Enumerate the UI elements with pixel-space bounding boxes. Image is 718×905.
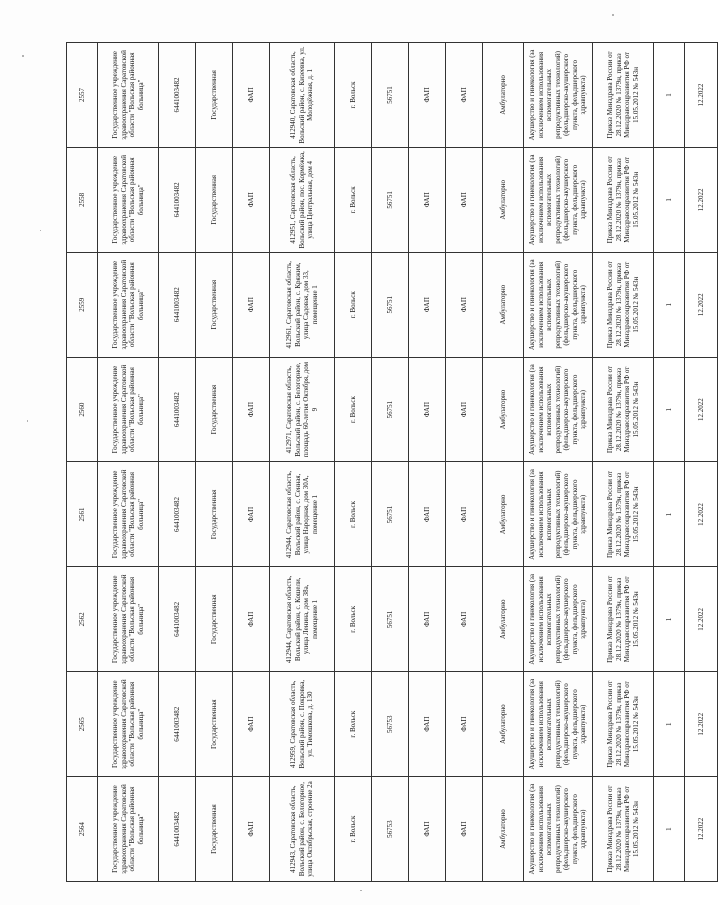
inn-cell: 6441003482 <box>159 777 196 882</box>
type-cell: ФАП <box>446 357 483 462</box>
type-cell: ФАП <box>409 672 446 777</box>
code-cell: 56751 <box>372 43 409 148</box>
service-description-cell: Акушерство и гинекология (за исключением использования вспомогательных репродуктивных технологий) (фельдшерско-акушерского пункта, фельдшерского здравпункта) <box>524 567 593 672</box>
address-cell: 412944, Саратовская область, Вольский район, с. Кошели, улица Ленина, дом 38а, помещение 1 <box>270 567 335 672</box>
organization-cell: Государственное учреждение здравоохранения Саратовской области "Вольская районная больница" <box>98 567 159 672</box>
inn-cell: 6441003482 <box>159 147 196 252</box>
service-description-cell: Акушерство и гинекология (за исключением использования вспомогательных репродуктивных технологий) (фельдшерско-акушерского пункта, фельдшерского здравпункта) <box>524 462 593 567</box>
city-cell: г. Вольск <box>335 147 372 252</box>
ownership-cell: Государственная <box>196 43 233 148</box>
table-row <box>159 43 196 882</box>
count-cell: 1 <box>654 147 685 252</box>
care-mode-cell: Амбулаторно <box>483 252 524 357</box>
care-mode-cell: Амбулаторно <box>483 672 524 777</box>
inn-cell: 6441003482 <box>159 357 196 462</box>
count-cell: 1 <box>654 462 685 567</box>
organization-cell: Государственное учреждение здравоохранения Саратовской области "Вольская районная больница" <box>98 147 159 252</box>
organization-cell: Государственное учреждение здравоохранения Саратовской области "Вольская районная больница" <box>98 777 159 882</box>
code-cell: 56753 <box>372 777 409 882</box>
regulation-cell: Приказ Минздрава России от 28.12.2020 № 1379н, приказ Минздравсоцразвития РФ от 15.05.2012 № 543н <box>593 357 654 462</box>
unit-kind-cell: ФАП <box>233 357 270 462</box>
city-cell: г. Вольск <box>335 462 372 567</box>
date-cell: 12.2022 <box>685 462 718 567</box>
type-cell: ФАП <box>446 567 483 672</box>
count-cell: 1 <box>654 43 685 148</box>
record-id-cell: 2560 <box>67 357 98 462</box>
count-cell: 1 <box>654 357 685 462</box>
table-row <box>335 43 372 882</box>
table-row <box>524 43 593 882</box>
date-cell: 12.2022 <box>685 777 718 882</box>
type-cell: ФАП <box>409 43 446 148</box>
unit-kind-cell: ФАП <box>233 462 270 567</box>
date-cell: 12.2022 <box>685 357 718 462</box>
city-cell: г. Вольск <box>335 777 372 882</box>
type-cell: ФАП <box>446 777 483 882</box>
unit-kind-cell: ФАП <box>233 672 270 777</box>
regulation-cell: Приказ Минздрава России от 28.12.2020 № 1379н, приказ Минздравсоцразвития РФ от 15.05.2012 № 543н <box>593 462 654 567</box>
service-description-cell: Акушерство и гинекология (за исключением использования вспомогательных репродуктивных технологий) (фельдшерско-акушерского пункта, фельдшерского здравпункта) <box>524 357 593 462</box>
address-cell: 412943, Саратовская область, Вольский район, с. Белогорное, улица Октябрьская, строение 2а <box>270 777 335 882</box>
code-cell: 56753 <box>372 672 409 777</box>
record-id-cell: 2565 <box>67 672 98 777</box>
date-cell: 12.2022 <box>685 252 718 357</box>
ownership-cell: Государственная <box>196 147 233 252</box>
type-cell: ФАП <box>446 252 483 357</box>
ownership-cell: Государственная <box>196 357 233 462</box>
address-cell: 412961, Саратовская область, Вольский район, с. Кряжим, улица Садовая, дом 33, помещение 1 <box>270 252 335 357</box>
count-cell: 1 <box>654 567 685 672</box>
service-description-cell: Акушерство и гинекология (за исключением использования вспомогательных репродуктивных технологий) (фельдшерско-акушерского пункта, фельдшерского здравпункта) <box>524 43 593 148</box>
regulation-cell: Приказ Минздрава России от 28.12.2020 № 1379н, приказ Минздравсоцразвития РФ от 15.05.2012 № 543н <box>593 567 654 672</box>
ownership-cell: Государственная <box>196 672 233 777</box>
organization-cell: Государственное учреждение здравоохранения Саратовской области "Вольская районная больница" <box>98 357 159 462</box>
code-cell: 56751 <box>372 252 409 357</box>
care-mode-cell: Амбулаторно <box>483 357 524 462</box>
ownership-cell: Государственная <box>196 462 233 567</box>
code-cell: 56751 <box>372 147 409 252</box>
address-cell: 412951, Саратовская область, Вольский район, пос. Кормёжка, улица Центральная, дом 4 <box>270 147 335 252</box>
code-cell: 56751 <box>372 567 409 672</box>
record-id-cell: 2557 <box>67 43 98 148</box>
city-cell: г. Вольск <box>335 252 372 357</box>
ownership-cell: Государственная <box>196 567 233 672</box>
type-cell: ФАП <box>409 357 446 462</box>
regulation-cell: Приказ Минздрава России от 28.12.2020 № 1379н, приказ Минздравсоцразвития РФ от 15.05.2012 № 543н <box>593 777 654 882</box>
record-id-cell: 2561 <box>67 462 98 567</box>
count-cell: 1 <box>654 252 685 357</box>
inn-cell: 6441003482 <box>159 252 196 357</box>
code-cell: 56751 <box>372 357 409 462</box>
type-cell: ФАП <box>446 43 483 148</box>
table-row <box>372 43 409 882</box>
ownership-cell: Государственная <box>196 252 233 357</box>
type-cell: ФАП <box>409 462 446 567</box>
code-cell: 56751 <box>372 462 409 567</box>
date-cell: 12.2022 <box>685 43 718 148</box>
city-cell: г. Вольск <box>335 672 372 777</box>
regulation-cell: Приказ Минздрава России от 28.12.2020 № 1379н, приказ Минздравсоцразвития РФ от 15.05.2012 № 543н <box>593 43 654 148</box>
city-cell: г. Вольск <box>335 43 372 148</box>
type-cell: ФАП <box>446 147 483 252</box>
organization-cell: Государственное учреждение здравоохранения Саратовской области "Вольская районная больница" <box>98 462 159 567</box>
organization-cell: Государственное учреждение здравоохранения Саратовской области "Вольская районная больница" <box>98 672 159 777</box>
service-description-cell: Акушерство и гинекология (за исключением использования вспомогательных репродуктивных технологий) (фельдшерско-акушерского пункта, фельдшерского здравпункта) <box>524 777 593 882</box>
table-row <box>98 43 159 882</box>
type-cell: ФАП <box>409 252 446 357</box>
unit-kind-cell: ФАП <box>233 252 270 357</box>
care-mode-cell: Амбулаторно <box>483 147 524 252</box>
inn-cell: 6441003482 <box>159 672 196 777</box>
record-id-cell: 2564 <box>67 777 98 882</box>
scan-speck <box>22 55 24 57</box>
service-description-cell: Акушерство и гинекология (за исключением использования вспомогательных репродуктивных технологий) (фельдшерско-акушерского пункта, фельдшерского здравпункта) <box>524 147 593 252</box>
date-cell: 12.2022 <box>685 567 718 672</box>
unit-kind-cell: ФАП <box>233 43 270 148</box>
table-row <box>409 43 446 882</box>
table-row <box>654 43 685 882</box>
scan-speck <box>360 890 362 891</box>
service-description-cell: Акушерство и гинекология (за исключением использования вспомогательных репродуктивных технологий) (фельдшерско-акушерского пункта, фельдшерского здравпункта) <box>524 252 593 357</box>
table-row <box>233 43 270 882</box>
type-cell: ФАП <box>409 777 446 882</box>
table-row <box>685 43 718 882</box>
scan-speck <box>27 420 28 422</box>
count-cell: 1 <box>654 777 685 882</box>
inn-cell: 6441003482 <box>159 462 196 567</box>
address-cell: 412971, Саратовская область, Вольский район, с. Белогорное, площадь 60-летия Октября, дом 9 <box>270 357 335 462</box>
inn-cell: 6441003482 <box>159 567 196 672</box>
care-mode-cell: Амбулаторно <box>483 567 524 672</box>
table-row <box>483 43 524 882</box>
address-cell: 412959, Саратовская область, Вольский район, с. Покровка, ул. Тимошкова, д. 130 <box>270 672 335 777</box>
record-id-cell: 2559 <box>67 252 98 357</box>
record-id-cell: 2562 <box>67 567 98 672</box>
type-cell: ФАП <box>409 567 446 672</box>
organization-cell: Государственное учреждение здравоохранения Саратовской области "Вольская районная больница" <box>98 43 159 148</box>
table-row <box>446 43 483 882</box>
city-cell: г. Вольск <box>335 567 372 672</box>
scan-speck <box>612 14 614 16</box>
type-cell: ФАП <box>446 462 483 567</box>
care-mode-cell: Амбулаторно <box>483 43 524 148</box>
registry-table <box>66 42 718 882</box>
regulation-cell: Приказ Минздрава России от 28.12.2020 № 1379н, приказ Минздравсоцразвития РФ от 15.05.2012 № 543н <box>593 147 654 252</box>
table-row <box>270 43 335 882</box>
inn-cell: 6441003482 <box>159 43 196 148</box>
scan-speck <box>40 230 41 231</box>
regulation-cell: Приказ Минздрава России от 28.12.2020 № 1379н, приказ Минздравсоцразвития РФ от 15.05.2012 № 543н <box>593 672 654 777</box>
unit-kind-cell: ФАП <box>233 777 270 882</box>
table-row <box>593 43 654 882</box>
address-cell: 412940, Саратовская область, Вольский район, с. Кизеевка, ул. Молодёжная, д. 1 <box>270 43 335 148</box>
regulation-cell: Приказ Минздрава России от 28.12.2020 № 1379н, приказ Минздравсоцразвития РФ от 15.05.2012 № 543н <box>593 252 654 357</box>
city-cell: г. Вольск <box>335 357 372 462</box>
date-cell: 12.2022 <box>685 672 718 777</box>
record-id-cell: 2558 <box>67 147 98 252</box>
type-cell: ФАП <box>446 672 483 777</box>
table-row <box>196 43 233 882</box>
table-row <box>67 43 98 882</box>
date-cell: 12.2022 <box>685 147 718 252</box>
type-cell: ФАП <box>409 147 446 252</box>
organization-cell: Государственное учреждение здравоохранения Саратовской области "Вольская районная больница" <box>98 252 159 357</box>
care-mode-cell: Амбулаторно <box>483 777 524 882</box>
ownership-cell: Государственная <box>196 777 233 882</box>
rotated-table-wrapper <box>66 42 705 882</box>
count-cell: 1 <box>654 672 685 777</box>
unit-kind-cell: ФАП <box>233 567 270 672</box>
address-cell: 412944, Саратовская область, Вольский район, с. Сенная, улица Народная, дом 30А, помещение 1 <box>270 462 335 567</box>
care-mode-cell: Амбулаторно <box>483 462 524 567</box>
service-description-cell: Акушерство и гинекология (за исключением использования вспомогательных репродуктивных технологий) (фельдшерско-акушерского пункта, фельдшерского здравпункта) <box>524 672 593 777</box>
unit-kind-cell: ФАП <box>233 147 270 252</box>
